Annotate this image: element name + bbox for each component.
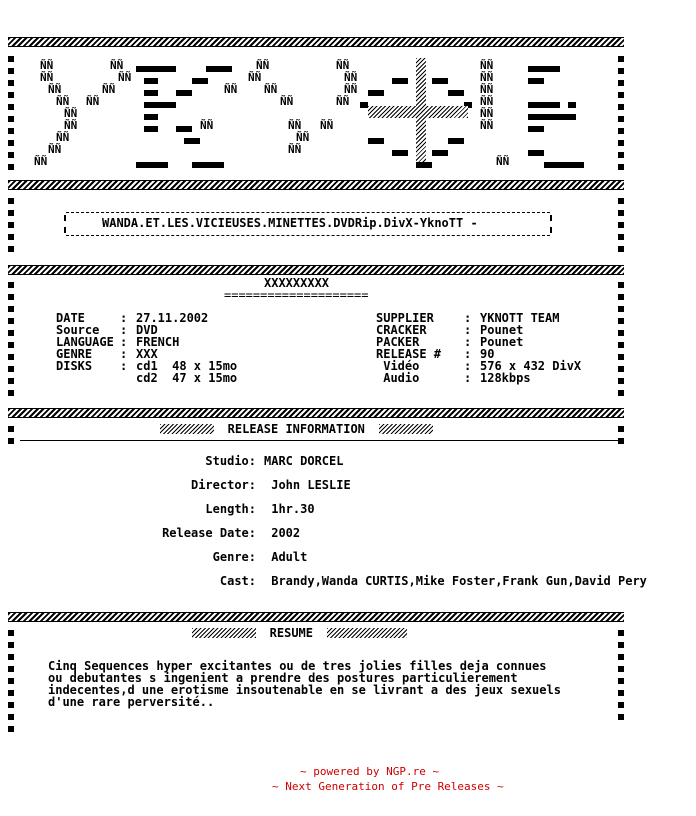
resume-line: indecentes,d une erotisme insoutenable en se livrant a des jeux sexuels [48,683,561,697]
info-label: CRACKER [376,323,427,337]
footer-powered-by: ~ powered by NGP.re ~ [300,765,440,778]
info-value: DVD [136,323,158,337]
logo-glyph: ÑÑ [40,59,54,72]
footer-tagline: ~ Next Generation of Pre Releases ~ [272,780,504,793]
logo-glyph: ÑÑ [320,119,334,132]
info-value: 576 x 432 DivX [480,359,582,373]
info-row: Source : DVD [56,323,158,337]
info-value: cd1 48 x 15mo [136,359,238,373]
logo-glyph: ÑÑ [40,71,54,84]
logo-glyph: ÑÑ [86,95,100,108]
info-row: Audio : 128kbps [376,371,531,385]
resume-title: RESUME [266,626,317,640]
release-info-value: Brandy,Wanda CURTIS,Mike Foster,Frank Gun,David Pery [264,574,647,588]
info-row: RELEASE # : 90 [376,347,495,361]
resume-header [192,622,407,640]
left-dot-column [8,282,14,402]
logo-glyph: ÑÑ [280,95,294,108]
resume-line: ou debutantes s ingenient a prendre des postures particulierement [48,671,518,685]
logo-glyph: ÑÑ [102,83,116,96]
info-value: 128kbps [480,371,531,385]
title-box [66,212,550,236]
release-info-label: Genre: [212,550,256,564]
logo-bottom-band [8,180,624,190]
info-label: SUPPLIER [376,311,434,325]
info-value: 27.11.2002 [136,311,209,325]
release-info-value: 2002 [264,526,301,540]
resume-line: Cinq Sequences hyper excitantes ou de tres jolies filles deja connues [48,659,547,673]
release-info-label: Director: [190,478,256,492]
right-dot-column [618,630,624,726]
logo-glyph: ÑÑ [480,119,494,132]
logo-glyph: ÑÑ [48,143,62,156]
info-value: Pounet [480,335,524,349]
left-dot-column [8,56,14,176]
info-row [56,372,237,384]
info-label: DATE [56,311,85,325]
logo-glyph: ÑÑ [34,155,48,168]
logo-glyph: ÑÑ [56,131,70,144]
logo-glyph: ÑÑ [264,83,278,96]
release-info-value: 1hr.30 [264,502,315,516]
logo-glyph: ÑÑ [344,83,358,96]
logo-glyph: ÑÑ [224,83,238,96]
info-label: PACKER [376,335,420,349]
logo-glyph: ÑÑ [256,59,270,72]
top-border-band [8,37,624,47]
logo-glyph: ÑÑ [64,119,78,132]
logo-glyph: ÑÑ [480,71,494,84]
release-info-value: Adult [264,550,308,564]
info-top-band [8,265,624,275]
logo-glyph: ÑÑ [336,59,350,72]
info-row: SUPPLIER : YKNOTT TEAM [376,311,560,325]
info-label: DISKS [56,359,93,373]
release-information-header [160,418,433,436]
release-info-label: Cast: [219,574,256,588]
info-value: 90 [480,347,495,361]
release-name: WANDA.ET.LES.VICIEUSES.MINETTES.DVDRip.DivX-YknoTT - [102,216,478,230]
release-info-label: Length: [205,502,256,516]
release-info-label: Release Date: [162,526,256,540]
section-underline: ==================== [224,288,369,302]
info-row: Vidéo : 576 x 432 DivX [376,359,582,373]
logo-glyph: ÑÑ [48,83,62,96]
right-dot-column [618,56,624,176]
info-label: Vidéo [376,359,420,373]
logo-glyph: ÑÑ [480,59,494,72]
logo-glyph: ÑÑ [480,107,494,120]
right-dot-column [618,198,624,258]
info-row: DISKS : cd1 48 x 15mo [56,359,238,373]
info-value: cd2 47 x 15mo [136,371,238,385]
release-information-title: RELEASE INFORMATION [224,422,369,436]
info-label: Audio [376,371,420,385]
logo-glyph: ÑÑ [200,119,214,132]
info-row: GENRE : XXX [56,347,158,361]
logo-glyph: ÑÑ [288,143,302,156]
info-row: DATE : 27.11.2002 [56,311,209,325]
info-value: XXX [136,347,158,361]
left-dot-column [8,198,14,258]
logo-glyph: ÑÑ [118,71,132,84]
info-label: LANGUAGE [56,335,114,349]
info-value: FRENCH [136,335,180,349]
info-label: RELEASE # [376,347,442,361]
release-info-value: John LESLIE [264,478,351,492]
info-row: CRACKER : Pounet [376,323,524,337]
info-row: LANGUAGE : FRENCH [56,335,180,349]
right-dot-column [618,426,624,450]
logo-glyph: ÑÑ [56,95,70,108]
logo-glyph: ÑÑ [496,155,510,168]
release-info-band [8,408,624,418]
info-value: YKNOTT TEAM [480,311,560,325]
logo-glyph: ÑÑ [344,71,358,84]
divider [20,440,618,441]
logo-glyph: ÑÑ [480,95,494,108]
release-info-value: MARC DORCEL [264,454,344,468]
right-info-block [376,312,581,384]
info-row: PACKER : Pounet [376,335,524,349]
logo-glyph: ÑÑ [336,95,350,108]
info-label: GENRE [56,347,93,361]
resume-text [48,660,561,708]
left-dot-column [8,630,14,738]
logo-glyph: ÑÑ [248,71,262,84]
logo-glyph: ÑÑ [110,59,124,72]
right-dot-column [618,282,624,402]
info-value: Pounet [480,323,524,337]
section-header: XXXXXXXXX [264,276,330,290]
logo-glyph: ÑÑ [296,131,310,144]
left-dot-column [8,426,14,450]
logo-glyph: ÑÑ [64,107,78,120]
ascii-logo [30,58,590,170]
resume-line: d'une rare perversité.. [48,695,215,709]
release-info-label: Studio: [205,454,256,468]
left-info-block [56,312,237,384]
logo-glyph: ÑÑ [480,83,494,96]
logo-glyph: ÑÑ [288,119,302,132]
resume-band [8,612,624,622]
info-label: Source [56,323,100,337]
